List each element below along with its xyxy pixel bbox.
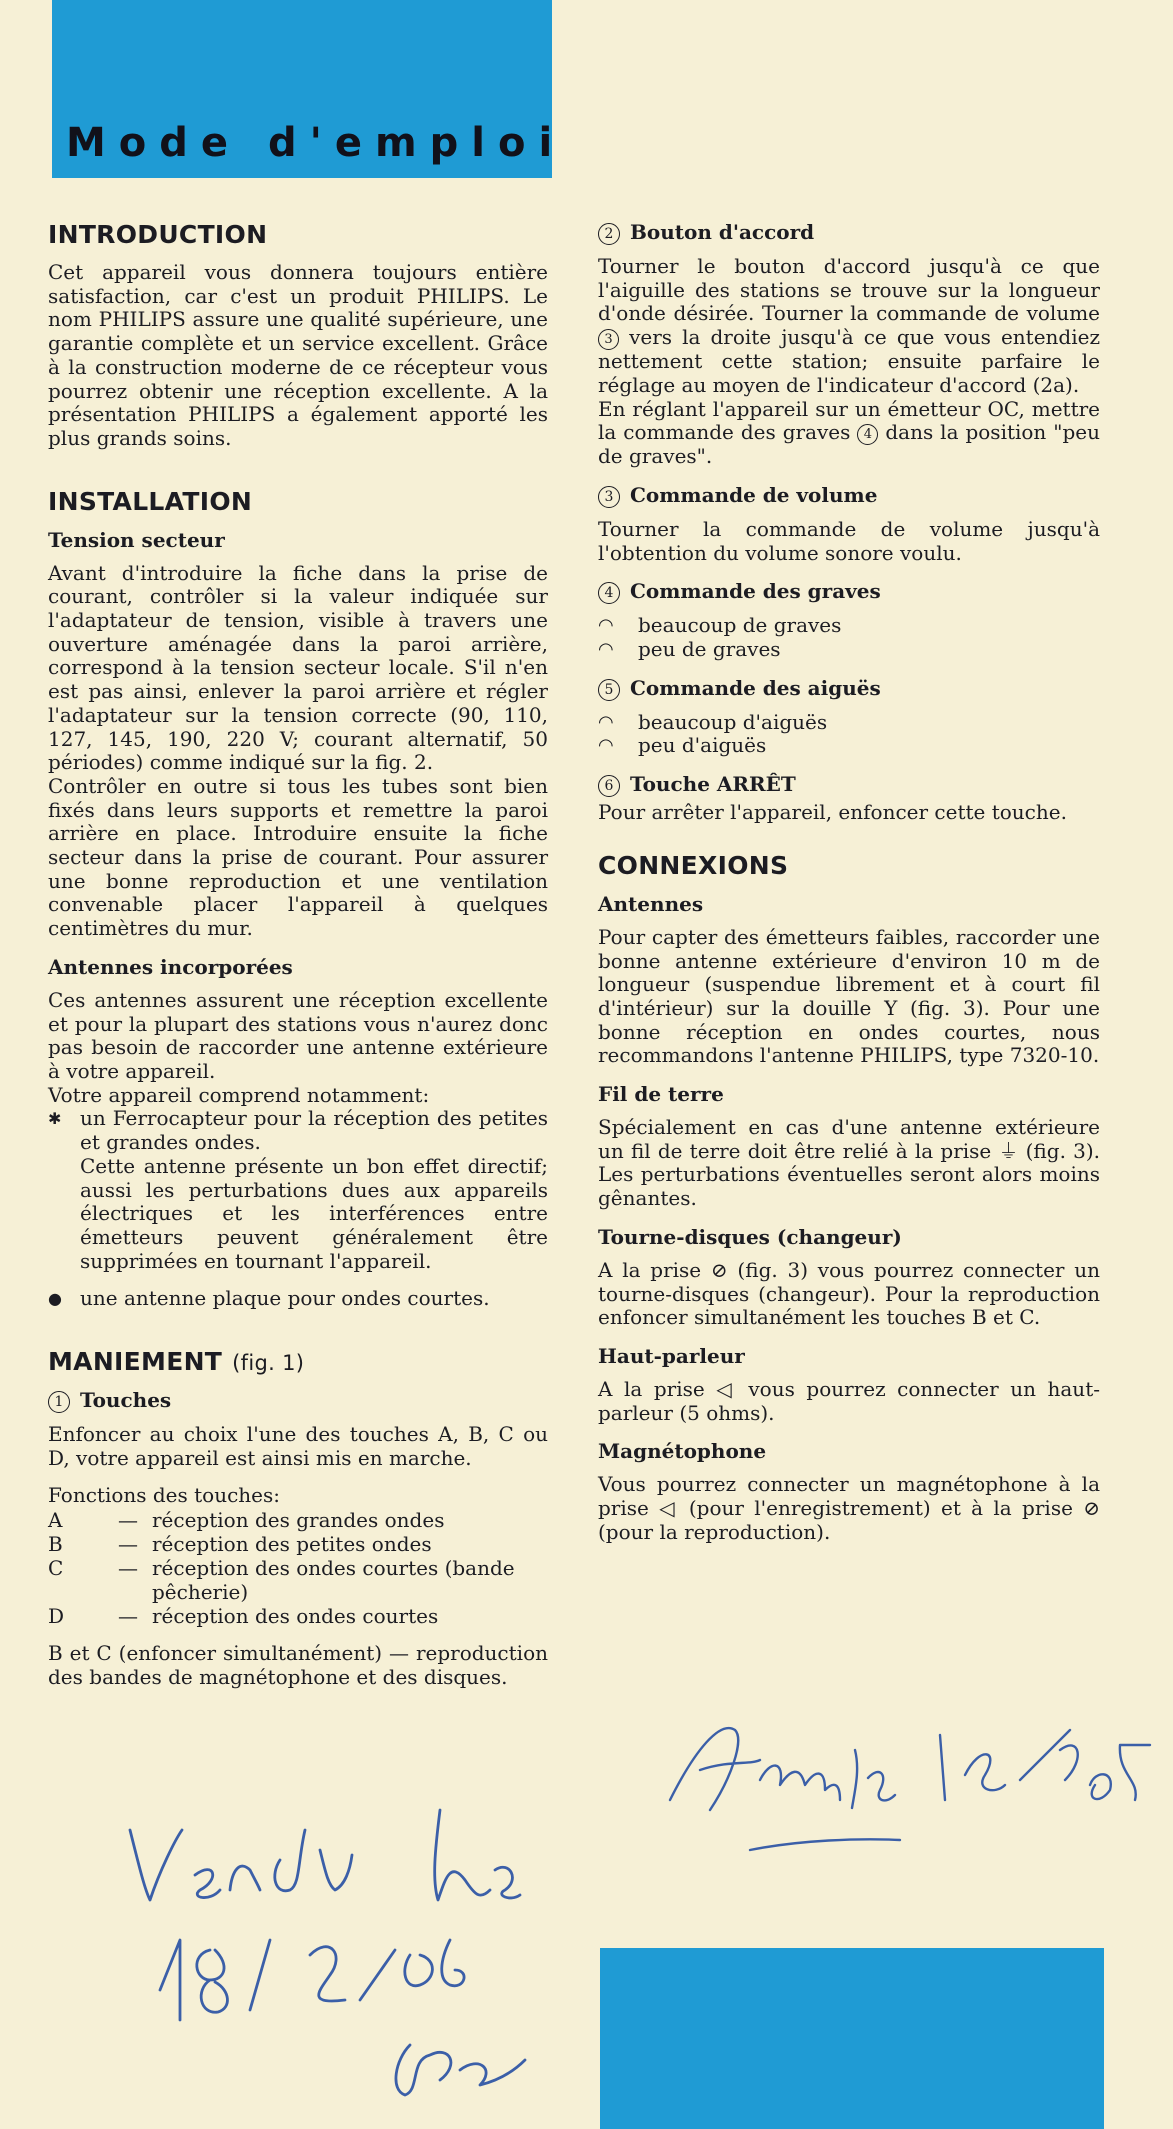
right-column <box>598 220 1100 1545</box>
knob-position-icon: ◠ <box>598 735 614 757</box>
touches-title: 1 Touches <box>48 1388 548 1413</box>
fonction-row: A — réception des grandes ondes <box>48 1508 445 1533</box>
introduction-text: Cet appareil vous donnera toujours entière satisfaction, car c'est un produit PHILIPS. Le nom PHILIPS assure une qualité supérieure, une garantie complète et un service excellent. Grâce à la construction moderne de ce récepteur vous pourrez obtenir une réception excellente. A la présentation PHILIPS a également apporté les plus grands soins. <box>48 260 548 450</box>
number-4-icon: 4 <box>857 424 878 445</box>
arret-text: Pour arrêter l'appareil, enfoncer cette touche. <box>598 800 1067 825</box>
fonctions-title: Fonctions des touches: <box>48 1483 281 1508</box>
antennes-intro: Votre appareil comprend notamment: <box>48 1082 430 1107</box>
number-1-icon: 1 <box>48 1391 70 1413</box>
handwritten-note-acquis <box>640 1690 1160 1860</box>
aigues-item: ◠ peu d'aiguës <box>598 733 767 758</box>
knob-position-icon: ◠ <box>598 711 614 733</box>
number-5-icon: 5 <box>598 679 620 701</box>
graves-title: 4 Commande des graves <box>598 579 1100 604</box>
bc-text: B et C (enfoncer simultanément) — reproduction des bandes de magnétophone et des disques. <box>48 1641 548 1689</box>
touches-text: Enfoncer au choix l'une des touches A, B, C ou D, votre appareil est ainsi mis en marche. <box>48 1422 548 1470</box>
maniement-heading: MANIEMENT (fig. 1) <box>48 1347 305 1377</box>
aigues-title: 5 Commande des aiguës <box>598 676 1100 701</box>
number-3-icon: 3 <box>598 329 619 350</box>
antennes-title: Antennes <box>598 891 704 916</box>
arret-title: 6 Touche ARRÊT <box>598 772 1100 797</box>
bouton-accord-text-2: En réglant l'appareil sur un émetteur OC, mettre la commande des graves 4 dans la position "peu de graves". <box>598 396 1100 469</box>
antennes-text: Pour capter des émetteurs faibles, raccorder une bonne antenne extérieure d'environ 10 m de longueur (suspendue librement et à court fil d'intérieur) sur la douille Y (fig. 3). Pour une bonne réception en ondes courtes, nous recommandons l'antenne PHILIPS, type 7320-10. <box>598 924 1100 1068</box>
bullet-dot-icon: ● <box>48 1289 62 1309</box>
magnetophone-text: Vous pourrez connecter un magnétophone à la prise ◁ (pour l'enregistrement) et à la prise ⊘ (pour la reproduction). <box>598 1472 1100 1544</box>
haut-parleur-title: Haut-parleur <box>598 1343 745 1368</box>
fil-de-terre-text: Spécialement en cas d'une antenne extérieure un fil de terre doit être relié à la prise ⏚ (fig. 3). Les perturbations éventuelles seront alors moins gênantes. <box>598 1115 1100 1211</box>
antennes-incorporees-text: Ces antennes assurent une réception excellente et pour la plupart des stations vous n'aurez donc pas besoin de raccorder une antenne extérieure à votre appareil. <box>48 987 548 1083</box>
haut-parleur-text: A la prise ◁ vous pourrez connecter un haut-parleur (5 ohms). <box>598 1376 1100 1425</box>
bouton-accord-text: Tourner le bouton d'accord jusqu'à ce que l'aiguille des stations se trouve sur la longueur d'onde désirée. Tourner la commande de volume 3 vers la droite jusqu'à ce que vous entendiez nettement cette station; ensuite parfaire le réglage au moyen de l'indicateur d'accord (2a). <box>598 254 1100 397</box>
volume-title: 3 Commande de volume <box>598 483 1100 508</box>
aigues-item: ◠ beaucoup d'aiguës <box>598 709 828 734</box>
bullet-ferrocapteur-detail: Cette antenne présente un bon effet directif; aussi les perturbations dues aux appareils électriques et les interférences entre émetteurs peuvent généralement être supprimées en tournant l'appareil. <box>80 1153 548 1273</box>
graves-item: ◠ beaucoup de graves <box>598 613 842 638</box>
bullet-antenne-plaque-text: une antenne plaque pour ondes courtes. <box>80 1286 490 1311</box>
fonction-row: C — réception des ondes courtes (bande pêcherie) <box>48 1556 515 1605</box>
bullet-ferrocapteur-text: un Ferrocapteur pour la réception des petites et grandes ondes. <box>80 1106 548 1155</box>
graves-item: ◠ peu de graves <box>598 637 781 662</box>
connexions-heading: CONNEXIONS <box>598 850 789 880</box>
volume-text: Tourner la commande de volume jusqu'à l'obtention du volume sonore voulu. <box>598 516 1100 565</box>
fonction-row: D — réception des ondes courtes <box>48 1604 439 1629</box>
number-6-icon: 6 <box>598 775 620 797</box>
number-3-icon: 3 <box>598 486 620 508</box>
maniement-fig-ref: (fig. 1) <box>232 1351 305 1376</box>
magnetophone-title: Magnétophone <box>598 1439 767 1464</box>
tourne-disques-title: Tourne-disques (changeur) <box>598 1224 902 1249</box>
page-title: Mode d'emploi <box>66 120 566 166</box>
tourne-disques-text: A la prise ⊘ (fig. 3) vous pourrez connecter un tourne-disques (changeur). Pour la reproduction enfoncer simultanément les touches B et C. <box>598 1257 1100 1330</box>
knob-position-icon: ◠ <box>598 615 614 637</box>
tension-secteur-text-2: Contrôler en outre si tous les tubes sont bien fixés dans leurs supports et remettre la paroi arrière en place. Introduire ensuite la fiche secteur dans la prise de courant. Pour assurer une bonne reproduction et une ventilation convenable placer l'appareil à quelques centimètres du mur. <box>48 773 548 941</box>
handwritten-note-vendu <box>120 1790 640 2120</box>
bullet-dot-icon: ✱ <box>48 1109 62 1129</box>
bouton-accord-title: 2 Bouton d'accord <box>598 220 1100 245</box>
knob-position-icon: ◠ <box>598 639 614 661</box>
tension-secteur-text: Avant d'introduire la fiche dans la prise de courant, contrôler si la valeur indiquée sur l'adaptateur de tension, visible à travers une ouverture aménagée dans la paroi arrière, correspond à la tension secteur locale. S'il n'en est pas ainsi, enlever la paroi arrière et régler l'adaptateur sur la tension correcte (90, 110, 127, 145, 190, 220 V; courant alternatif, 50 périodes) comme indiqué sur la fig. 2. <box>48 560 548 775</box>
fonction-row: B — réception des petites ondes <box>48 1532 432 1557</box>
antennes-incorporees-title: Antennes incorporées <box>48 954 293 979</box>
number-2-icon: 2 <box>598 223 620 245</box>
bullet-antenne-plaque <box>48 1287 548 1311</box>
bullet-ferrocapteur <box>48 1107 548 1273</box>
fil-de-terre-title: Fil de terre <box>598 1082 724 1107</box>
installation-heading: INSTALLATION <box>48 486 253 516</box>
number-4-icon: 4 <box>598 582 620 604</box>
corner-band <box>600 1948 1104 2129</box>
left-column <box>48 220 548 1690</box>
introduction-heading: INTRODUCTION <box>48 220 268 249</box>
tension-secteur-title: Tension secteur <box>48 527 225 552</box>
